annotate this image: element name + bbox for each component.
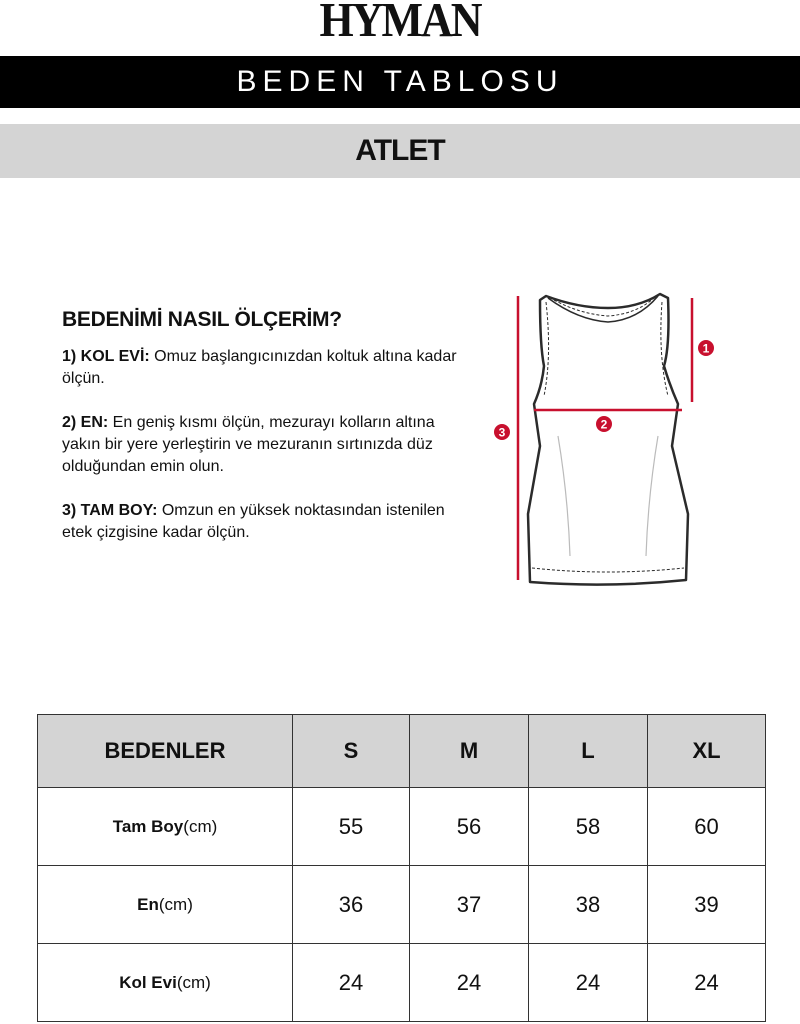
row-label-unit: (cm) <box>158 894 193 914</box>
table-cell: 56 <box>410 788 529 866</box>
row-label-unit: (cm) <box>176 972 211 992</box>
row-label <box>38 788 293 866</box>
table-cell: 37 <box>410 866 529 944</box>
brand-logo: HYMAN <box>319 0 481 47</box>
instruction-text: Omuz başlangıcınızdan koltuk altına kadar ölçün. <box>62 348 457 387</box>
table-cell: 24 <box>410 944 529 1022</box>
marker-armhole <box>698 340 714 356</box>
instruction-label: 2) EN: <box>62 414 109 431</box>
header-cell-size: XL <box>648 715 766 788</box>
marker-width <box>596 416 612 432</box>
marker-total-length <box>494 424 510 440</box>
table-cell: 39 <box>648 866 766 944</box>
table-cell: 24 <box>293 944 410 1022</box>
measurement-instructions <box>62 308 472 566</box>
header-cell-size: M <box>410 715 529 788</box>
category-title: ATLET <box>0 124 800 178</box>
row-label-unit: (cm) <box>183 816 218 836</box>
instruction-text: En geniş kısmı ölçün, mezurayı kolların altına yakın bir yere yerleştirin ve mezuranın sırtınızda düz olduğundan emin olun. <box>62 414 435 475</box>
marker-label: 2 <box>600 417 608 432</box>
instruction-item-tam-boy <box>62 500 472 544</box>
page-title: BEDEN TABLOSU <box>0 56 800 108</box>
row-label-name: En <box>137 894 159 914</box>
instruction-label: 1) KOL EVİ: <box>62 348 150 365</box>
row-label <box>38 944 293 1022</box>
instruction-item-kol-evi <box>62 346 472 390</box>
table-cell: 24 <box>648 944 766 1022</box>
row-label-name: Tam Boy <box>112 816 184 836</box>
table-cell: 36 <box>293 866 410 944</box>
instruction-item-en <box>62 412 472 478</box>
table-cell: 55 <box>293 788 410 866</box>
header-cell-size: L <box>529 715 648 788</box>
size-table <box>37 714 766 1022</box>
instruction-label: 3) TAM BOY: <box>62 502 158 519</box>
instruction-text: Omzun en yüksek noktasından istenilen etek çizgisine kadar ölçün. <box>62 502 445 541</box>
table-row <box>38 866 766 944</box>
marker-label: 3 <box>498 425 506 440</box>
table-cell: 58 <box>529 788 648 866</box>
tank-top-illustration <box>528 294 688 585</box>
table-row <box>38 788 766 866</box>
header-cell-sizes: BEDENLER <box>38 715 293 788</box>
header-cell-size: S <box>293 715 410 788</box>
table-cell: 38 <box>529 866 648 944</box>
instructions-heading: BEDENİMİ NASIL ÖLÇERİM? <box>62 308 342 331</box>
table-cell: 60 <box>648 788 766 866</box>
row-label-name: Kol Evi <box>119 972 177 992</box>
row-label <box>38 866 293 944</box>
table-header-row <box>38 715 766 788</box>
tank-top-diagram <box>488 286 728 596</box>
table-row <box>38 944 766 1022</box>
table-cell: 24 <box>529 944 648 1022</box>
marker-label: 1 <box>702 341 710 356</box>
